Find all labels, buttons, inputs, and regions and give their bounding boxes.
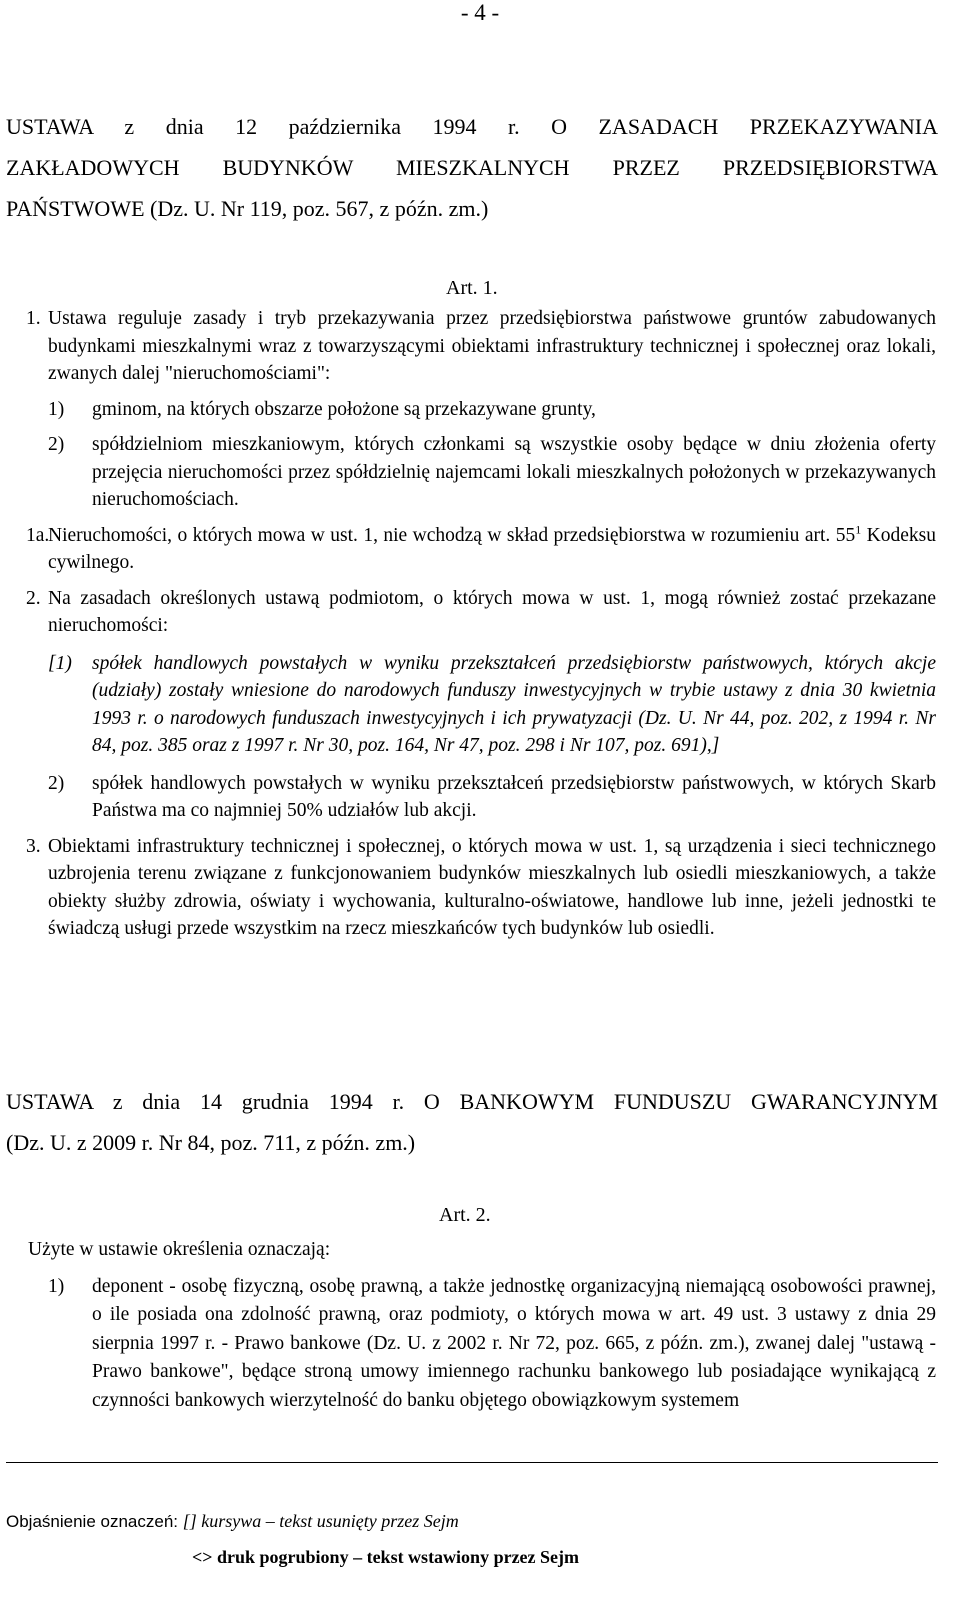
act1-heading-line: ZAKŁADOWYCH BUDYNKÓW MIESZKALNYCH PRZEZ PRZEDSIĘBIORSTWA [6,155,938,180]
superscript: 1 [855,522,862,536]
footer-legend [6,1510,459,1533]
legend-bold: <> druk pogrubiony – tekst wstawiony przez Sejm [192,1547,580,1567]
act1-heading [6,106,938,229]
item-number: 1) [48,1275,65,1297]
act1-article-title: Art. 1. [446,277,498,299]
act1-body [0,305,960,943]
paragraph-text: Nieruchomości, o których mowa w ust. 1, nie wchodzą w skład przedsiębiorstwa w rozumieniu art. 55 [48,524,856,546]
paragraph-number: 3. [26,835,41,857]
act2-body [0,1236,960,1415]
paragraph-number: 1a. [26,524,50,546]
act2-article-title: Art. 2. [439,1204,491,1226]
paragraph-1 [0,305,960,388]
footer-divider [6,1462,938,1463]
legend-italic: [] kursywa – tekst usunięty przez Sejm [182,1511,459,1531]
list-item-deleted [0,650,960,760]
item-text: deponent - osobę fizyczną, osobę prawną, a także jednostkę organizacyjną niemającą osobowości prawnej, o ile posiada ona zdolność prawną, oraz podmioty, o których mowa w art. 49 ust. 3 ustawy z dnia 29 sierpnia 1997 r. - Prawo bankowe (Dz. U. z 2002 r. Nr 72, poz. 665, z późn. zm.), zwanej dalej "ustawą - Prawo bankowe", będące stroną umowy imiennego rachunku bankowego lub posiadające wynikającą z czynności bankowych wierzytelność do banku objętego obowiązkowym systemem [92,1275,936,1411]
paragraph-number: 2. [26,587,41,609]
paragraph-2 [0,585,960,640]
item-text: spółdzielniom mieszkaniowym, których członkami są wszystkie osoby będące w dniu złożenia oferty przejęcia nieruchomości przez spółdzielnię najemcami lokali mieszkalnych położonych w przekazywanych nieruchomościach. [92,434,936,510]
act2-heading-line: (Dz. U. z 2009 r. Nr 84, poz. 711, z późn. zm.) [6,1130,416,1155]
list-item [0,431,960,514]
paragraph-1a [0,522,960,577]
act1-heading-line: PAŃSTWOWE (Dz. U. Nr 119, poz. 567, z późn. zm.) [6,196,489,221]
list-item [0,1273,960,1416]
paragraph-text: Obiektami infrastruktury technicznej i społecznej, o których mowa w ust. 1, są urządzenia i sieci technicznego uzbrojenia terenu związane z funkcjonowaniem budynków mieszkalnych lub osiedli mieszkaniowych, a także obiekty służby zdrowia, oświaty i wychowania, kulturalno-oświatowe, handlowe lub inne, jeżeli jednostki te świadczą usługi przede wszystkim na rzecz mieszkańców tych budynków lub osiedli. [48,835,936,939]
paragraph-text: Na zasadach określonych ustawą podmiotom, o których mowa w ust. 1, mogą również zostać przekazane nieruchomości: [48,587,936,636]
item-number: 2) [48,434,65,455]
paragraph-text: Ustawa reguluje zasady i tryb przekazywania przez przedsiębiorstwa państwowe gruntów zabudowanych budynkami mieszkalnymi wraz z towarzyszącymi obiektami infrastruktury technicznej i społecznej oraz lokali, zwanych dalej "nieruchomościami": [48,308,936,384]
page-number: - 4 - [460,0,500,25]
act2-heading-line: USTAWA z dnia 14 grudnia 1994 r. O BANKOWYM FUNDUSZU GWARANCYJNYM [6,1089,938,1114]
act2-heading [6,1081,938,1163]
list-item [0,396,960,424]
paragraph-number: 1. [26,308,41,329]
legend-label: Objaśnienie oznaczeń: [6,1512,179,1531]
paragraph-3 [0,833,960,943]
act1-heading-line: USTAWA z dnia 12 października 1994 r. O ZASADACH PRZEKAZYWANIA [6,114,938,139]
intro-text: Użyte w ustawie określenia oznaczają: [28,1239,331,1260]
item-text: spółek handlowych powstałych w wyniku przekształceń przedsiębiorstw państwowych, których akcje (udziały) zostały wniesione do narodowych funduszy inwestycyjnych w trybie ustawy z dnia 30 kwietnia 1993 r. o narodowych funduszach inwestycyjnych i ich prywatyzacji (Dz. U. Nr 44, poz. 202, z 1994 r. Nr 84, poz. 385 oraz z 1997 r. Nr 30, poz. 164, Nr 47, poz. 298 i Nr 107, poz. 691),] [92,652,936,756]
list-item [0,770,960,825]
item-text: gminom, na których obszarze położone są przekazywane grunty, [92,398,596,420]
paragraph-text-tail: Kodeksu cywilnego. [48,524,936,573]
item-number: 2) [48,772,65,794]
item-text: spółek handlowych powstałych w wyniku przekształceń przedsiębiorstw państwowych, w których Skarb Państwa ma co najmniej 50% udziałów lub akcji. [92,772,936,821]
item-number: [1) [48,652,72,674]
item-number: 1) [48,398,65,420]
